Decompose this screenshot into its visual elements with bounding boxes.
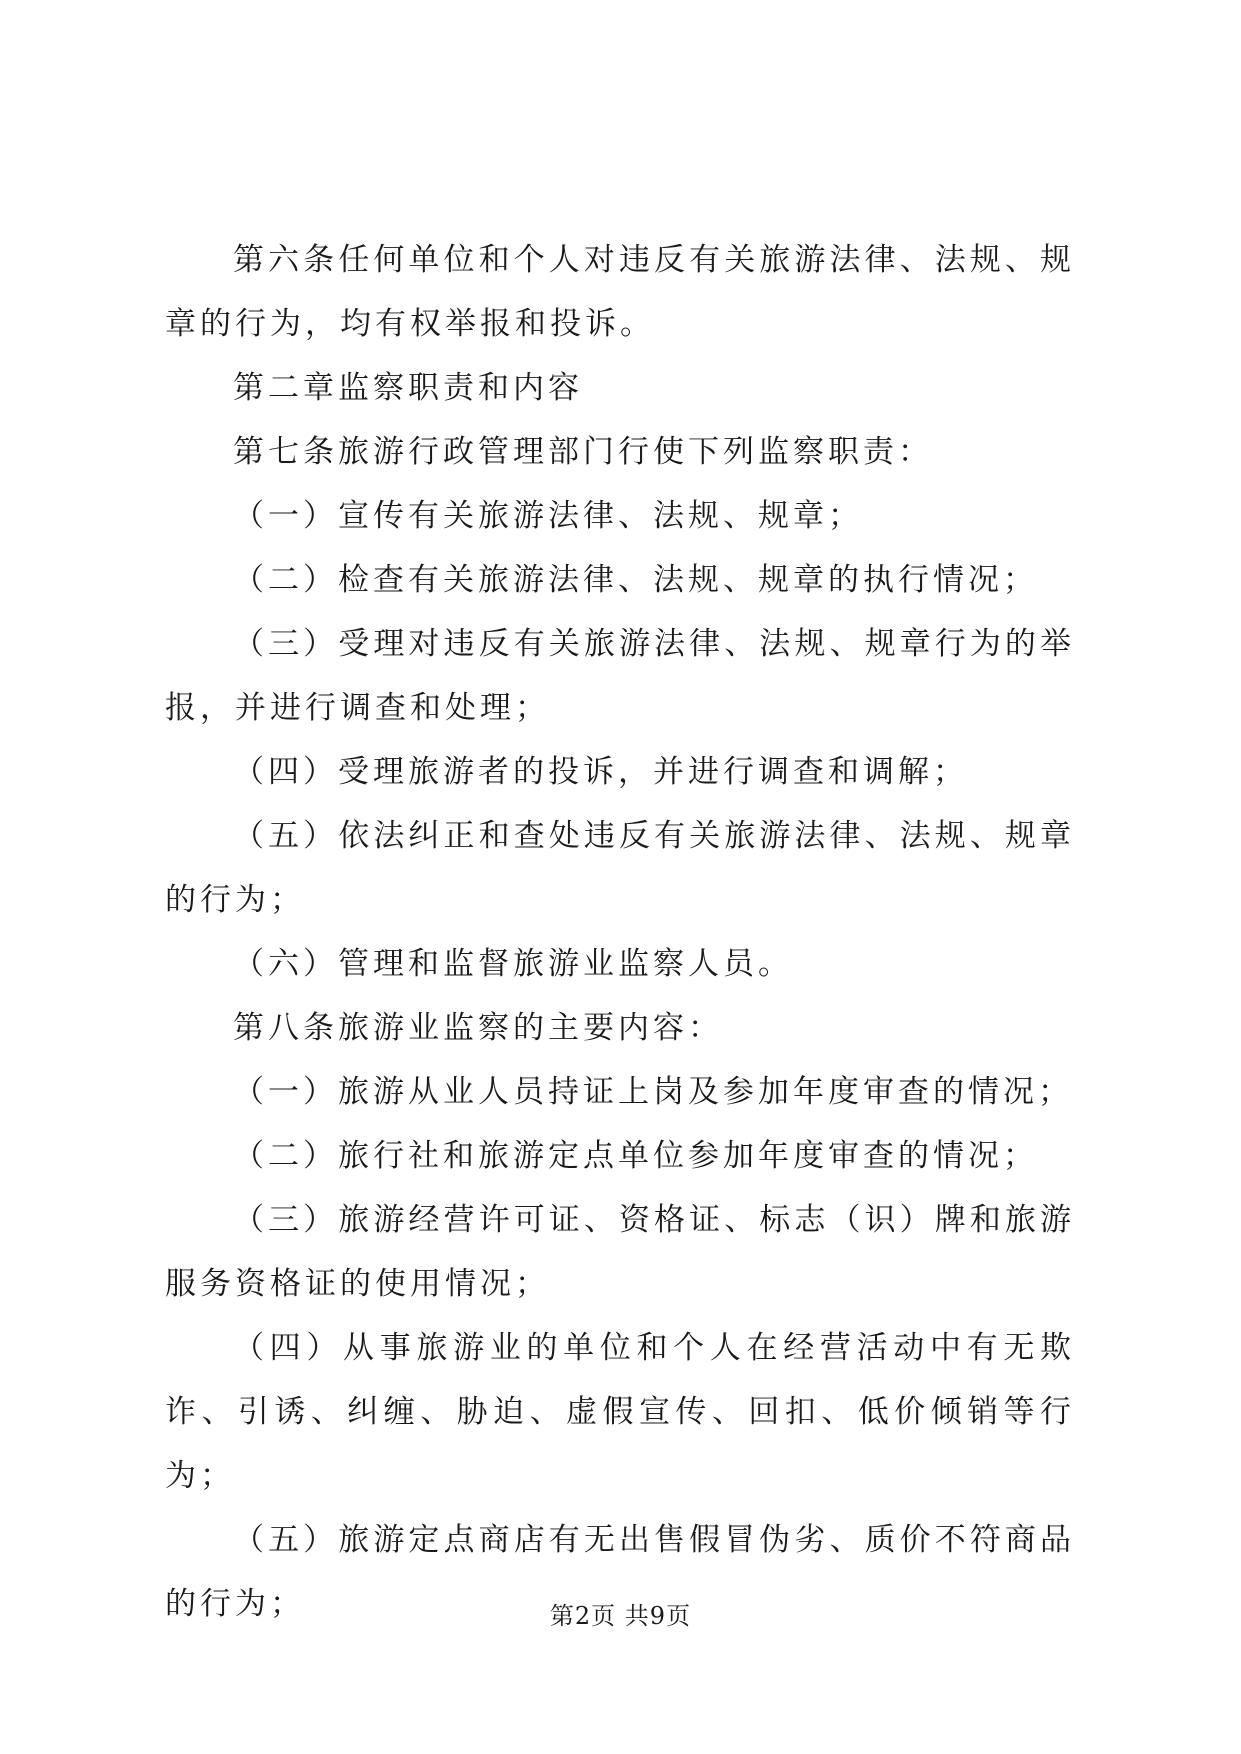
article-7-item-1: （一）宣传有关旅游法律、法规、规章； [233,498,863,534]
article-8-item-5: （五）旅游定点商店有无出售假冒伪劣、质价不符商品的行为； [165,1522,1075,1622]
article-7-item-4: （四）受理旅游者的投诉，并进行调查和调解； [233,754,968,790]
article-7-item-6: （六）管理和监督旅游业监察人员。 [233,946,793,982]
chapter-2-heading: 第二章监察职责和内容 [233,370,583,406]
article-7-item-5: （五）依法纠正和查处违反有关旅游法律、法规、规章的行为； [165,818,1075,918]
article-8-item-1: （一）旅游从业人员持证上岗及参加年度审查的情况； [233,1074,1073,1110]
document-body [165,228,1075,1636]
article-7-item-2: （二）检查有关旅游法律、法规、规章的执行情况； [233,562,1038,598]
page-number-footer: 第2页 共9页 [549,1602,692,1630]
article-8-item-2: （二）旅行社和旅游定点单位参加年度审查的情况； [233,1138,1038,1174]
article-7-paragraph: 第七条旅游行政管理部门行使下列监察职责： [233,434,933,470]
article-8-item-4: （四）从事旅游业的单位和个人在经营活动中有无欺诈、引诱、纠缠、胁迫、虚假宣传、回扣、低价倾销等行为； [165,1330,1075,1494]
article-6-paragraph: 第六条任何单位和个人对违反有关旅游法律、法规、规章的行为，均有权举报和投诉。 [165,242,1075,342]
article-8-paragraph: 第八条旅游业监察的主要内容： [233,1010,723,1046]
article-8-item-3: （三）旅游经营许可证、资格证、标志（识）牌和旅游服务资格证的使用情况； [165,1202,1075,1302]
article-7-item-3: （三）受理对违反有关旅游法律、法规、规章行为的举报，并进行调查和处理； [165,626,1075,726]
